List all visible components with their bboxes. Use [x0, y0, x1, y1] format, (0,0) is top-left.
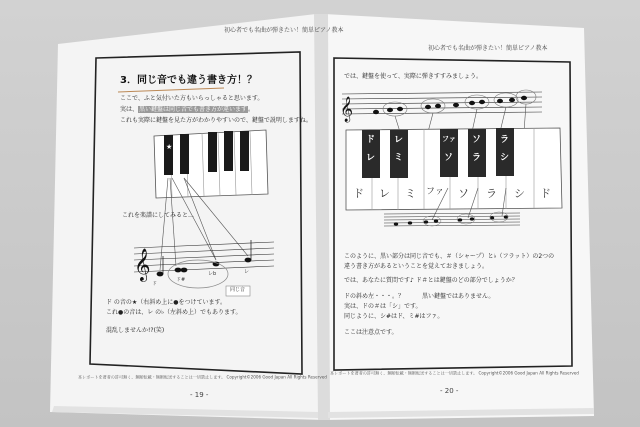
note-label-re: レ [244, 269, 250, 275]
black-key-5-top: ラ [500, 135, 510, 145]
black-key-1-bottom: レ [366, 153, 376, 163]
white-key-8: ド [540, 187, 551, 200]
black-key-2-top: レ [394, 135, 404, 145]
right-footer: 本レポートを著者の許可無く、無断転載・無断転送することは一切禁止します。 Copyright©2006 Good Japan All Rights Reserved [330, 371, 579, 377]
black-key-4-top: ソ [472, 135, 482, 145]
left-header: 初心者でも名曲が弾きたい！簡単ピアノ教本 [224, 27, 344, 34]
left-footer: 本レポートを著者の許可無く、無断転載・無断転送することは一切禁止します。 Copyright©2006 Good Japan All Rights Reserved [78, 375, 327, 381]
left-line-1: ここで、ふと気付いた方もいらっしゃると思います。 [120, 95, 264, 102]
black-key-5-bottom: シ [500, 153, 510, 163]
svg-text:𝄞: 𝄞 [340, 97, 354, 122]
right-line-3: では、あなたに質問です♪ ド＃とは鍵盤のどの部分でしょうか？ [344, 277, 518, 284]
black-key-4-bottom: ラ [472, 153, 482, 163]
left-bottom-line-1: ド の音の★（右斜め上に●をつけています。 [106, 299, 227, 306]
staff-caption: これを楽譜にしてみると… [122, 212, 195, 219]
right-page-number: - 20 - [440, 387, 459, 395]
black-key-3-bottom: ソ [444, 153, 454, 163]
left-line-2: 実は、黒い鍵盤は同じ音でも書き方が違います。 [120, 106, 255, 113]
white-key-6: ラ [486, 187, 497, 200]
open-book [48, 8, 596, 420]
white-key-7: シ [514, 187, 525, 200]
right-line-2: 違う書き方があるということを覚えておきましょう。 [344, 263, 489, 270]
black-key-2-bottom: ミ [394, 153, 404, 163]
note-label-re-flat: レb [208, 271, 217, 277]
highlighted-phrase: 黒い鍵盤は同じ音でも書き方が違います [139, 106, 248, 113]
svg-text:★: ★ [166, 143, 173, 151]
svg-text:𝄞: 𝄞 [134, 248, 151, 281]
left-bottom-line-2: これ●の音は、レ の♭（左斜め上）でもあります。 [106, 309, 242, 316]
note-label-do: ド [152, 281, 158, 287]
black-key-1-top: ド [366, 135, 376, 145]
right-line-1: このように、黒い部分は同じ音でも、＃（シャープ）と♭（フラット）の2つの [344, 253, 555, 260]
right-intro: では、鍵盤を使って、実際に弾きすすみましょう。 [344, 73, 482, 80]
right-line-7: ここは注意点です。 [344, 329, 398, 336]
right-line-4: ドの斜め左・・・。？ 黒い鍵盤ではありません。 [344, 293, 495, 300]
same-note-callout: 同じ音 [230, 287, 246, 293]
white-key-5: ソ [458, 187, 469, 200]
note-label-do-sharp: ド# [176, 277, 186, 283]
white-key-3: ミ [405, 187, 416, 200]
left-keyboard [154, 130, 268, 198]
left-line-3: これも実際に鍵盤を見た方がわかりやすいので、鍵盤で説明しますね。 [120, 117, 312, 124]
white-key-4: ファ [426, 187, 444, 197]
left-bottom-line-3: 混乱しませんか!?(笑) [106, 327, 165, 334]
section-title: 3．同じ音でも違う書き方！？ [120, 75, 257, 86]
right-line-6: 同じように、シ#はド、ミ#はファ。 [344, 313, 444, 320]
white-key-1: ド [353, 187, 364, 200]
left-page-number: - 19 - [190, 391, 209, 399]
right-line-5: 実は、ドの＃は「シ」です。 [344, 303, 422, 310]
black-key-3-top: ファ [442, 135, 456, 143]
white-key-2: レ [379, 187, 390, 200]
right-header: 初心者でも名曲が弾きたい！簡単ピアノ教本 [428, 45, 548, 52]
